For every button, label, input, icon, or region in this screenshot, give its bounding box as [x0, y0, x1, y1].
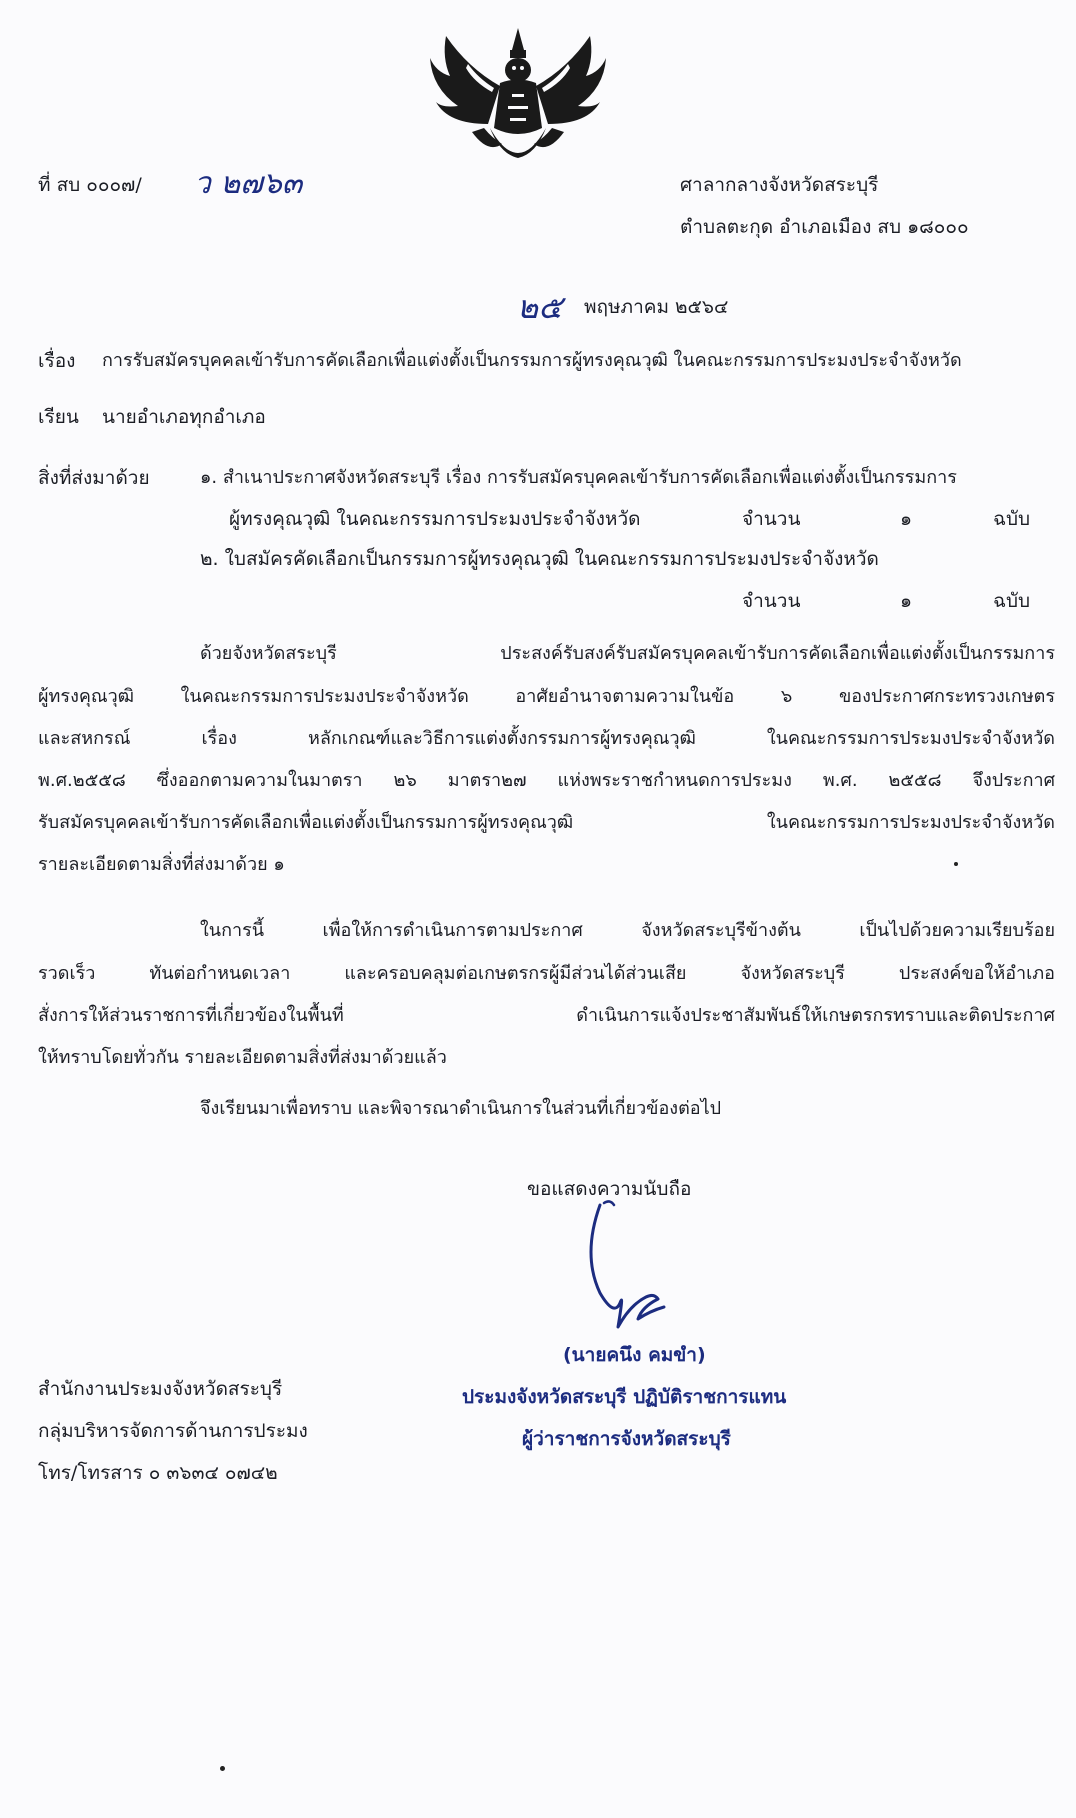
paragraph-2-line: สั่งการให้ส่วนราชการที่เกี่ยวข้องในพื้นที่ ดำเนินการแจ้งประชาสัมพันธ์ให้เกษตรกรทราบและติดประกาศ — [38, 1005, 1055, 1026]
paragraph-3: จึงเรียนมาเพื่อทราบ และพิจารณาดำเนินการในส่วนที่เกี่ยวข้องต่อไป — [200, 1098, 722, 1119]
recipient-label: เรียน — [38, 406, 79, 428]
enclosure-item-1-qty-label: จำนวน — [742, 508, 801, 530]
closing-salutation: ขอแสดงความนับถือ — [527, 1178, 692, 1200]
subject-text: การรับสมัครบุคคลเข้ารับการคัดเลือกเพื่อแต่งตั้งเป็นกรรมการผู้ทรงคุณวุฒิ ในคณะกรรมการประมงประจำจังหวัด — [102, 350, 962, 371]
enclosure-item-2-qty: ๑ — [900, 590, 913, 612]
enclosure-item-2-line1: ๒. ใบสมัครคัดเลือกเป็นกรรมการผู้ทรงคุณวุฒิ ในคณะกรรมการประมงประจำจังหวัด — [200, 548, 879, 570]
enclosure-item-1-unit: ฉบับ — [993, 508, 1031, 530]
paragraph-1-line: พ.ศ.๒๕๕๘ ซึ่งออกตามความในมาตรา ๒๖ มาตรา๒๗ แห่งพระราชกำหนดการประมง พ.ศ. ๒๕๕๘ จึงประกาศ — [38, 770, 1055, 791]
handwritten-signature — [580, 1195, 700, 1340]
organization-address: ตำบลตะกุด อำเภอเมือง สบ ๑๘๐๐๐ — [680, 216, 969, 238]
enclosure-item-1-line1: ๑. สำเนาประกาศจังหวัดสระบุรี เรื่อง การรับสมัครบุคคลเข้ารับการคัดเลือกเพื่อแต่งตั้งเป็นกรรมการ — [200, 467, 957, 488]
paragraph-2-line: รวดเร็ว ทันต่อกำหนดเวลา และครอบคลุมต่อเกษตรกรผู้มีส่วนได้ส่วนเสีย จังหวัดสระบุรี ประสงค์ขอให้อำเภอ — [38, 963, 1055, 984]
footer-division: กลุ่มบริหารจัดการด้านการประมง — [38, 1420, 308, 1442]
footer-office: สำนักงานประมงจังหวัดสระบุรี — [38, 1378, 283, 1400]
date-month-year: พฤษภาคม ๒๕๖๔ — [584, 296, 729, 318]
signer-title-line1: ประมงจังหวัดสระบุรี ปฏิบัติราชการแทน — [462, 1386, 787, 1408]
reference-number-prefix: ที่ สบ ๐๐๐๗/ — [38, 174, 142, 196]
paragraph-1-line: รายละเอียดตามสิ่งที่ส่งมาด้วย ๑ — [38, 854, 285, 875]
enclosures-label: สิ่งที่ส่งมาด้วย — [38, 467, 150, 489]
garuda-emblem-icon — [428, 28, 608, 178]
paragraph-1-line: ผู้ทรงคุณวุฒิ ในคณะกรรมการประมงประจำจังหวัด อาศัยอำนาจตามความในข้อ ๖ ของประกาศกระทรวงเกษตร — [38, 686, 1055, 707]
footer-phone: โทร/โทรสาร ๐ ๓๖๓๔ ๐๗๔๒ — [38, 1462, 278, 1484]
date-day-handwritten: ๒๕ — [517, 288, 563, 326]
reference-number-handwritten: ว ๒๗๖๓ — [194, 166, 303, 201]
paragraph-2-line: ในการนี้ เพื่อให้การดำเนินการตามประกาศ จังหวัดสระบุรีข้างต้น เป็นไปด้วยความเรียบร้อย — [200, 920, 1055, 941]
signer-title-line2: ผู้ว่าราชการจังหวัดสระบุรี — [522, 1428, 731, 1450]
recipient-text: นายอำเภอทุกอำเภอ — [102, 406, 266, 428]
enclosure-item-1-line2: ผู้ทรงคุณวุฒิ ในคณะกรรมการประมงประจำจังหวัด — [229, 508, 641, 530]
organization-name: ศาลากลางจังหวัดสระบุรี — [680, 174, 879, 196]
enclosure-item-2-qty-label: จำนวน — [742, 590, 801, 612]
paragraph-1-line: รับสมัครบุคคลเข้ารับการคัดเลือกเพื่อแต่งตั้งเป็นกรรมการผู้ทรงคุณวุฒิ ในคณะกรรมการประมงประจำจังหวัด — [38, 812, 1055, 833]
paragraph-2-line: ให้ทราบโดยทั่วกัน รายละเอียดตามสิ่งที่ส่งมาด้วยแล้ว — [38, 1047, 447, 1068]
enclosure-item-2-unit: ฉบับ — [993, 590, 1031, 612]
scan-speck — [954, 862, 958, 866]
paragraph-1-line: และสหกรณ์ เรื่อง หลักเกณฑ์และวิธีการแต่งตั้งกรรมการผู้ทรงคุณวุฒิ ในคณะกรรมการประมงประจำจังหวัด — [38, 728, 1055, 749]
enclosure-item-1-qty: ๑ — [900, 508, 913, 530]
signer-name: (นายคนึง คมขำ) — [563, 1344, 706, 1366]
subject-label: เรื่อง — [38, 350, 76, 372]
paragraph-1-line: ด้วยจังหวัดสระบุรี ประสงค์รับสงค์รับสมัครบุคคลเข้ารับการคัดเลือกเพื่อแต่งตั้งเป็นกรรมการ — [200, 643, 1055, 664]
scan-speck — [220, 1766, 225, 1771]
